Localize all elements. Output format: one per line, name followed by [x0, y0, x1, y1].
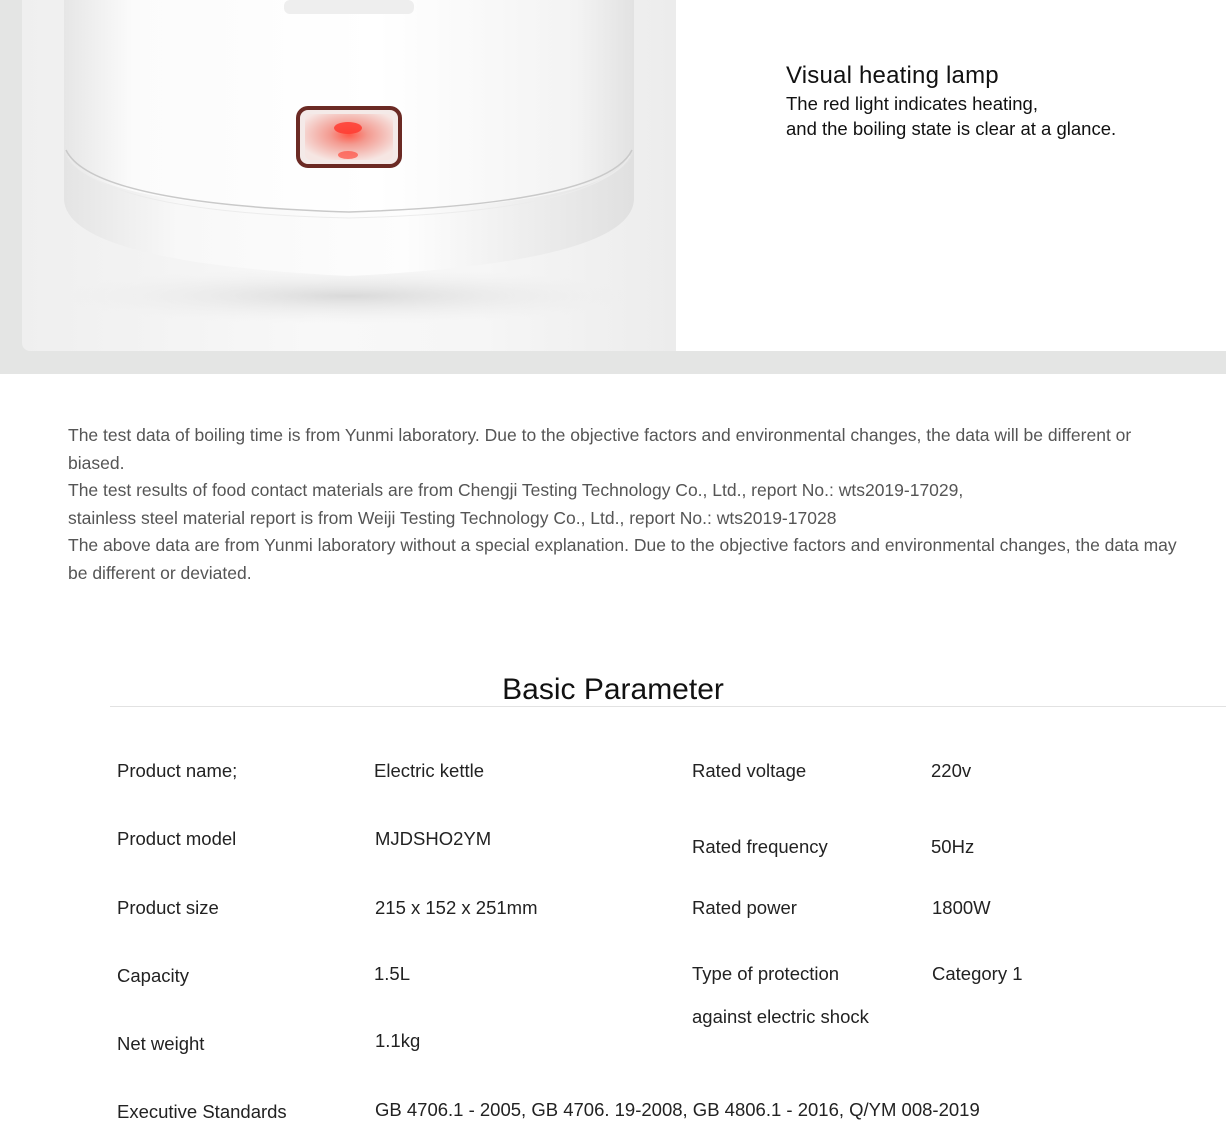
- kettle-product-photo: [22, 0, 676, 351]
- param-value: 1.5L: [374, 963, 411, 984]
- note-paragraph: The test results of food contact materials are from Chengji Testing Technology Co., Ltd., report No.: wts2019-17029,: [68, 480, 964, 501]
- param-label: Net weight: [117, 1033, 205, 1054]
- param-label: Executive Standards: [117, 1101, 287, 1122]
- test-data-notes: [68, 422, 1178, 588]
- param-value: 215 x 152 x 251mm: [375, 897, 538, 918]
- param-value: Electric kettle: [374, 760, 485, 781]
- param-value: MJDSHO2YM: [375, 828, 492, 849]
- param-label: Rated voltage: [692, 760, 807, 781]
- param-value: 220v: [931, 760, 972, 781]
- param-label: Product name;: [117, 760, 238, 781]
- feature-description-line: The red light indicates heating,: [786, 93, 1038, 114]
- section-title: Basic Parameter: [502, 673, 724, 706]
- param-label: Capacity: [117, 965, 189, 986]
- kettle-base-illustration: [22, 0, 676, 351]
- divider: [110, 706, 1226, 707]
- param-label: Product size: [117, 897, 219, 918]
- param-label: against electric shock: [692, 1006, 869, 1027]
- param-value: Category 1: [932, 963, 1023, 984]
- param-label: Rated power: [692, 897, 797, 918]
- param-label: Type of protection: [692, 963, 840, 984]
- param-value: GB 4706.1 - 2005, GB 4706. 19-2008, GB 4806.1 - 2016, Q/YM 008-2019: [375, 1099, 980, 1120]
- feature-title: Visual heating lamp: [786, 62, 999, 89]
- feature-description-line: and the boiling state is clear at a glance.: [786, 118, 1117, 139]
- param-value: 50Hz: [931, 836, 975, 857]
- note-paragraph: The test data of boiling time is from Yunmi laboratory. Due to the objective factors and environmental changes, the data will be different or biased.: [68, 425, 1132, 473]
- param-label: Rated frequency: [692, 836, 828, 857]
- note-paragraph: The above data are from Yunmi laboratory without a special explanation. Due to the objective factors and environmental changes, the data may be different or deviated.: [68, 535, 1177, 583]
- note-paragraph: stainless steel material report is from Weiji Testing Technology Co., Ltd., report No.: wts2019-17028: [68, 507, 837, 528]
- param-label: Product model: [117, 828, 237, 849]
- param-value: 1.1kg: [375, 1030, 421, 1051]
- param-value: 1800W: [932, 897, 991, 918]
- hero-text-panel: [676, 0, 1226, 351]
